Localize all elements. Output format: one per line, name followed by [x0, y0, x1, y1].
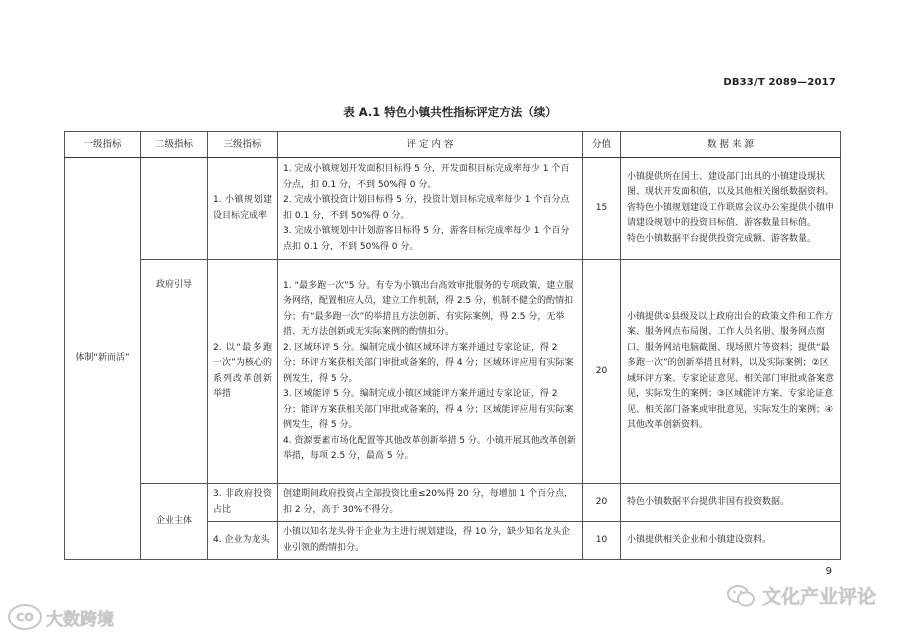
level2-cell: 企业主体 [141, 484, 208, 560]
table-row [65, 260, 841, 484]
col-header-content: 评 定 内 容 [278, 132, 583, 158]
wechat-icon [726, 584, 756, 608]
content-item: 创建期间政府投资占全部投资比重≤20%得 20 分，每增加 1 个百分点，扣 2 分，高于 30%不得分。 [283, 489, 574, 515]
level2-cell: 政府引导 [141, 260, 208, 484]
watermark-left [8, 604, 114, 630]
score-cell: 20 [583, 484, 621, 522]
indicator-table [64, 131, 841, 560]
content-item: 4. 资源要素市场化配置等其他改革创新举措 5 分。小镇开展其他改革创新举措，每项 2.5 分，最高 5 分。 [283, 435, 576, 461]
source-item: 省特色小镇规划建设工作联席会议办公室提供小镇申请建设规划中的投资目标值、游客数量目标值。 [627, 202, 835, 229]
level3-cell: 2. 以“最多跑一次”为核心的系列改革创新举措 [208, 260, 278, 484]
score-cell: 15 [583, 158, 621, 260]
content-item: 2. 完成小镇投资计划目标得 5 分，投资计划目标完成率每少 1 个百分点扣 0.1 分，不到 50%得 0 分。 [283, 195, 570, 221]
score-cell: 20 [583, 260, 621, 484]
source-item: 特色小镇数据平台提供非国有投资数据。 [627, 496, 790, 507]
page-number: 9 [825, 566, 832, 577]
source-item: 特色小镇数据平台提供投资完成额、游客数量。 [627, 233, 817, 244]
level3-cell: 3. 非政府投资占比 [208, 484, 278, 522]
content-item: 1. “最多跑一次”5 分。有专为小镇出台高效审批服务的专项政策，建立服务网络，配置相应人员，建立工作机制，得 2.5 分，机制不健全的酌情扣分；有“最多跑一次”的举措且方法创新、有实际案例，得 2.5 分，无举措、无方法创新或无实际案例的酌情扣分。 [283, 280, 574, 337]
col-header-level2: 二级指标 [141, 132, 208, 158]
content-cell [278, 260, 583, 484]
content-cell [278, 158, 583, 260]
level3-cell: 1. 小镇规划建设目标完成率 [208, 158, 278, 260]
content-item: 2. 区域环评 5 分。编制完成小镇区域环评方案并通过专家论证，得 2 分；环评方案获相关部门审批或备案的，得 4 分；区域环评应用有实际案例发生，得 5 分。 [283, 342, 574, 384]
table-row [65, 158, 841, 260]
content-item: 3. 完成小镇规划中计划游客目标得 5 分，游客目标完成率每少 1 个百分点扣 0.1 分，不到 50%得 0 分。 [283, 226, 570, 252]
content-cell [278, 522, 583, 560]
source-item: 小镇提供相关企业和小镇建设资料。 [627, 534, 772, 545]
col-header-score: 分值 [583, 132, 621, 158]
source-cell [621, 158, 841, 260]
standard-code: DB33/T 2089—2017 [723, 77, 836, 88]
col-header-level3: 三级指标 [208, 132, 278, 158]
logo-icon: CO [8, 604, 42, 630]
col-header-level1: 一级指标 [65, 132, 141, 158]
level2-cell [141, 158, 208, 260]
content-cell [278, 484, 583, 522]
watermark-right [726, 582, 876, 609]
source-item: 小镇提供所在国土、建设部门出具的小镇建设现状图、现状开发面积值，以及其他相关图纸数据资料。 [627, 171, 835, 198]
col-header-source: 数 据 来 源 [621, 132, 841, 158]
source-cell [621, 522, 841, 560]
content-item: 3. 区域能评 5 分。编制完成小镇区域能评方案并通过专家论证，得 2 分；能评方案获相关部门审批或备案的，得 4 分；区域能评应用有实际案例发生，得 5 分。 [283, 389, 574, 430]
content-item: 小镇以知名龙头骨干企业为主进行规划建设，得 10 分，缺少知名龙头企业引领的酌情扣分。 [283, 527, 571, 553]
table-header-row [65, 132, 841, 158]
level3-cell: 4. 企业为龙头 [208, 522, 278, 560]
table-row [65, 484, 841, 522]
content-item: 1. 完成小镇规划开发面积目标得 5 分，开发面积目标完成率每少 1 个百分点，扣 0.1 分，不到 50%得 0 分。 [283, 164, 570, 190]
watermark-right-text: 文化产业评论 [761, 586, 876, 608]
score-cell: 10 [583, 522, 621, 560]
source-item: 小镇提供①县级及以上政府出台的政策文件和工作方案、服务网点布局图、工作人员名册、服务网点窗口、服务网站电脑截图、现场照片等资料；提供“最多跑一次”的创新举措且材料，以及实际案例；②区域环评方案、专家论证意见、相关部门审批或备案意见，实际发生的案例；③区域能评方案、专家论证意见、相关部门备案或审批意见，实际发生的案例；④其他改革创新资料。 [627, 311, 835, 430]
table-title: 表 A.1 特色小镇共性指标评定方法（续） [343, 105, 557, 119]
level1-cell: 体制“新而活” [65, 158, 141, 560]
watermark-left-text: 大数跨境 [46, 609, 114, 630]
source-cell [621, 260, 841, 484]
source-cell [621, 484, 841, 522]
